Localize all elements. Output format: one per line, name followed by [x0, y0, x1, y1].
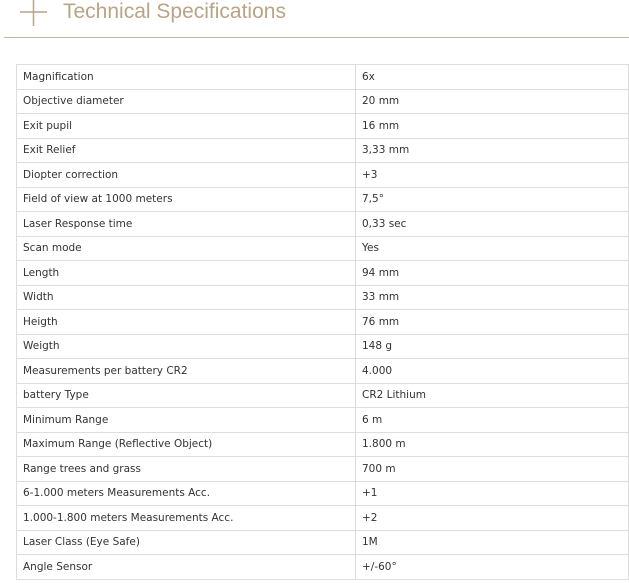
spec-label: Measurements per battery CR2 [17, 359, 356, 384]
spec-row [17, 530, 629, 555]
spec-row [17, 163, 629, 188]
spec-row [17, 236, 629, 261]
spec-label: Range trees and grass [17, 457, 356, 482]
spec-label: 6-1.000 meters Measurements Acc. [17, 481, 356, 506]
spec-row [17, 212, 629, 237]
spec-label: Objective diameter [17, 89, 356, 114]
spec-value: Yes [356, 236, 629, 261]
spec-row [17, 457, 629, 482]
spec-value: 6x [356, 65, 629, 90]
spec-row [17, 285, 629, 310]
spec-value: 6 m [356, 408, 629, 433]
spec-row [17, 114, 629, 139]
spec-table [16, 64, 629, 580]
spec-label: Heigth [17, 310, 356, 335]
spec-row [17, 359, 629, 384]
spec-row [17, 408, 629, 433]
spec-value: 16 mm [356, 114, 629, 139]
spec-value: 76 mm [356, 310, 629, 335]
spec-label: Diopter correction [17, 163, 356, 188]
spec-label: Exit pupil [17, 114, 356, 139]
spec-value: 1.800 m [356, 432, 629, 457]
spec-label: Exit Relief [17, 138, 356, 163]
spec-row [17, 432, 629, 457]
spec-value: 20 mm [356, 89, 629, 114]
header-divider [4, 37, 629, 38]
spec-label: Minimum Range [17, 408, 356, 433]
spec-value: 148 g [356, 334, 629, 359]
spec-row [17, 261, 629, 286]
spec-value: +/-60° [356, 555, 629, 580]
spec-row [17, 383, 629, 408]
spec-row [17, 310, 629, 335]
spec-value: 7,5° [356, 187, 629, 212]
spec-row [17, 138, 629, 163]
spec-label: Angle Sensor [17, 555, 356, 580]
spec-label: Field of view at 1000 meters [17, 187, 356, 212]
spec-value: +1 [356, 481, 629, 506]
spec-row [17, 89, 629, 114]
spec-row [17, 334, 629, 359]
spec-table-body [17, 65, 629, 580]
spec-row [17, 506, 629, 531]
spec-value: 4.000 [356, 359, 629, 384]
spec-label: Length [17, 261, 356, 286]
spec-label: Scan mode [17, 236, 356, 261]
spec-row [17, 187, 629, 212]
spec-row [17, 555, 629, 580]
spec-label: Laser Response time [17, 212, 356, 237]
spec-value: 700 m [356, 457, 629, 482]
spec-value: 3,33 mm [356, 138, 629, 163]
spec-label: 1.000-1.800 meters Measurements Acc. [17, 506, 356, 531]
plus-icon[interactable] [20, 0, 47, 26]
spec-label: Maximum Range (Reflective Object) [17, 432, 356, 457]
spec-label: Magnification [17, 65, 356, 90]
spec-row [17, 65, 629, 90]
spec-value: 94 mm [356, 261, 629, 286]
spec-label: Weigth [17, 334, 356, 359]
spec-row [17, 481, 629, 506]
spec-value: CR2 Lithium [356, 383, 629, 408]
spec-value: +2 [356, 506, 629, 531]
spec-label: battery Type [17, 383, 356, 408]
section-title[interactable]: Technical Specifications [63, 0, 286, 23]
spec-label: Width [17, 285, 356, 310]
spec-value: 0,33 sec [356, 212, 629, 237]
spec-value: +3 [356, 163, 629, 188]
spec-label: Laser Class (Eye Safe) [17, 530, 356, 555]
section-header[interactable] [0, 0, 629, 38]
spec-value: 1M [356, 530, 629, 555]
spec-value: 33 mm [356, 285, 629, 310]
